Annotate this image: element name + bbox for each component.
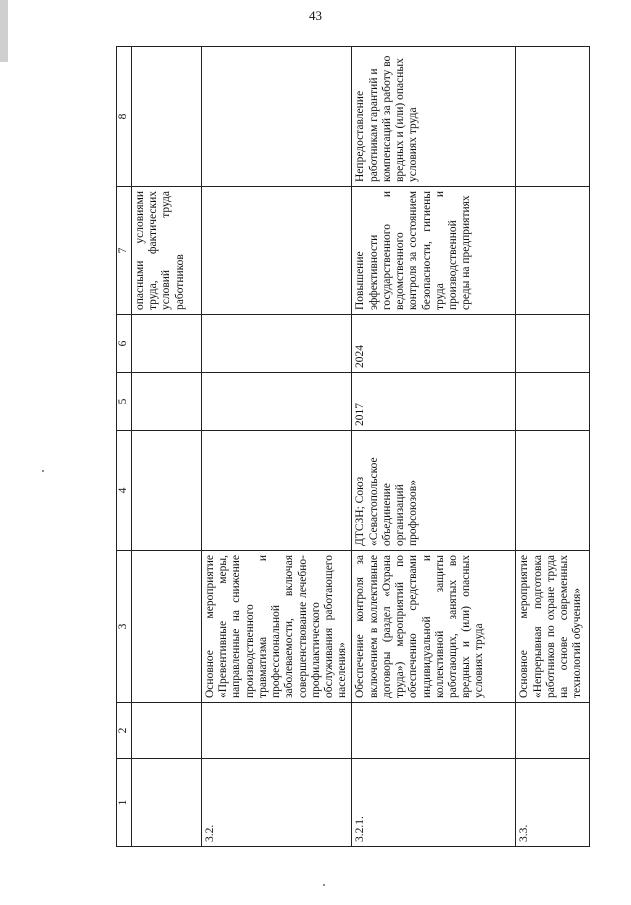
cell-col2 xyxy=(132,703,202,759)
header-cell-1: 1 xyxy=(117,759,132,847)
cell-start-year xyxy=(202,373,352,431)
cell-result: Повышение эффективности государственного и ведомственного контроля за состоянием безопасности, гигиены труда и производственной среды на предприятиях xyxy=(352,187,516,315)
cell-executor xyxy=(202,431,352,551)
cell-col2 xyxy=(516,703,590,759)
rotated-table-container xyxy=(116,47,590,847)
cell-start-year xyxy=(132,373,202,431)
header-row xyxy=(117,47,132,847)
scan-speck xyxy=(42,470,44,472)
header-cell-7: 7 xyxy=(117,187,132,315)
cell-measure xyxy=(132,551,202,703)
cell-col2 xyxy=(352,703,516,759)
cell-measure: Обеспечение контроля за включением в коллективные договоры (раздел «Охрана труда») мероприятий по обеспечению средствами индивидуальной и коллективной защиты работающих, занятых во вредных и (или) опасных условиях труда xyxy=(352,551,516,703)
measures-table xyxy=(116,46,590,847)
table-row xyxy=(352,47,516,847)
header-cell-6: 6 xyxy=(117,315,132,373)
table-row xyxy=(132,47,202,847)
cell-end-year xyxy=(516,315,590,373)
cell-col2 xyxy=(202,703,352,759)
table-row xyxy=(202,47,352,847)
cell-end-year xyxy=(202,315,352,373)
cell-number: 3.3. xyxy=(516,759,590,847)
header-cell-2: 2 xyxy=(117,703,132,759)
cell-executor xyxy=(516,431,590,551)
header-cell-8: 8 xyxy=(117,47,132,187)
cell-result xyxy=(516,187,590,315)
scan-speck xyxy=(323,884,325,886)
cell-consequence xyxy=(202,47,352,187)
cell-consequence xyxy=(132,47,202,187)
header-cell-3: 3 xyxy=(117,551,132,703)
page-number: 43 xyxy=(309,8,322,23)
cell-measure: Основное мероприятие «Превентивные меры, направленные на снижение производственного травматизма и профессиональной заболеваемости, включая совершенствование лечебно-профилактического обслуживания работающего населения» xyxy=(202,551,352,703)
cell-number: 3.2. xyxy=(202,759,352,847)
cell-measure: Основное мероприятие «Непрерывная подготовка работников по охране труда на основе современных технологий обучения» xyxy=(516,551,590,703)
cell-executor xyxy=(132,431,202,551)
cell-consequence: Непредоставление работникам гарантий и компенсаций за работу во вредных и (или) опасных условиях труда xyxy=(352,47,516,187)
cell-result: опасными условиями труда, фактических условий труда работников xyxy=(132,187,202,315)
cell-executor: ДТСЗН; Союз «Севастопольское объединение организаций профсоюзов» xyxy=(352,431,516,551)
cell-start-year xyxy=(516,373,590,431)
cell-start-year: 2017 xyxy=(352,373,516,431)
cell-consequence xyxy=(516,47,590,187)
cell-end-year: 2024 xyxy=(352,315,516,373)
cell-number xyxy=(132,759,202,847)
cell-number: 3.2.1. xyxy=(352,759,516,847)
header-cell-5: 5 xyxy=(117,373,132,431)
cell-end-year xyxy=(132,315,202,373)
table-row xyxy=(516,47,590,847)
cell-result xyxy=(202,187,352,315)
header-cell-4: 4 xyxy=(117,431,132,551)
